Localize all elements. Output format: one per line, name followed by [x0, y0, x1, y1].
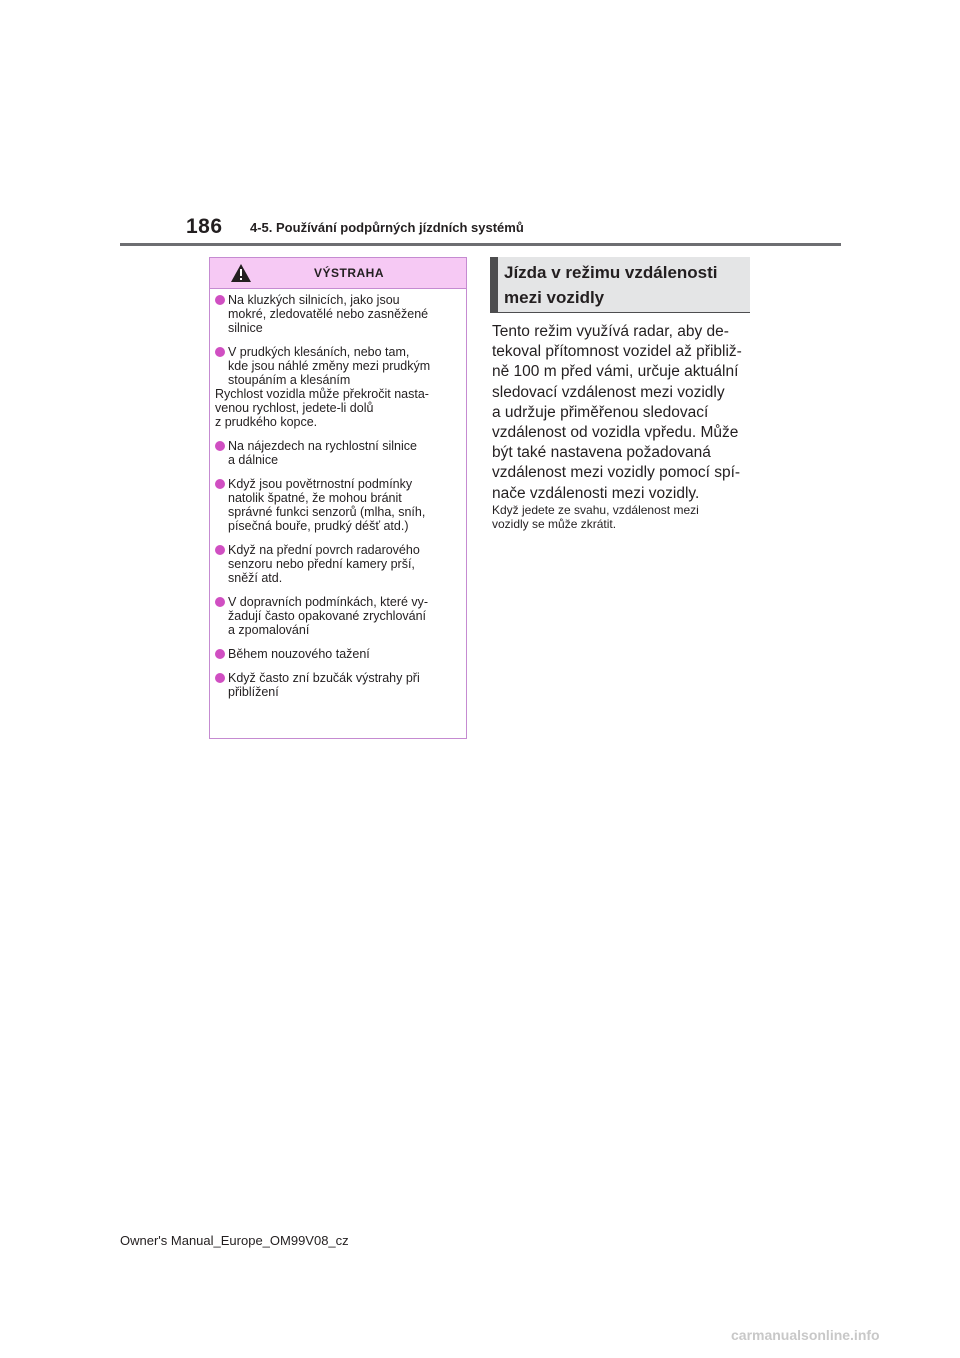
footer-manual-id: Owner's Manual_Europe_OM99V08_cz	[120, 1233, 349, 1248]
watermark: carmanualsonline.info	[731, 1327, 880, 1343]
section-body: Tento režim využívá radar, aby de- tekoval přítomnost vozidel až přibliž- ně 100 m před vámi, určuje aktuální sledovací vzdálenost mezi vozidly a udržuje přiměřenou sledovací vzdálenost od vozidla vpředu. Může být také nastavena požadovaná vzdálenost mezi vozidly pomocí spí- nače vzdálenosti mezi vozidly.	[492, 323, 742, 502]
warning-item	[215, 345, 460, 429]
warning-item-text: V dopravních podmínkách, které vy- žadují často opakované zrychlování a zpomalování	[228, 595, 429, 637]
warning-item-text: Když často zní bzučák výstrahy při přiblížení	[228, 671, 420, 699]
bullet-icon	[215, 347, 225, 357]
warning-item	[215, 543, 460, 585]
header-divider	[120, 243, 841, 246]
page-number: 186	[186, 215, 223, 238]
section-note: Když jedete ze svahu, vzdálenost mezi vozidly se může zkrátit.	[492, 503, 699, 531]
bullet-icon	[215, 673, 225, 683]
bullet-icon	[215, 597, 225, 607]
bullet-icon	[215, 545, 225, 555]
warning-item-text: Když jsou povětrnostní podmínky natolik špatné, že mohou bránit správné funkci senzorů (mlha, sníh, písečná bouře, prudký déšť atd.)	[228, 477, 426, 533]
warning-item	[215, 439, 460, 467]
warning-item-text: Na nájezdech na rychlostní silnice a dálnice	[228, 439, 417, 467]
section-heading-box	[490, 257, 750, 313]
warning-header	[210, 258, 466, 289]
warning-item	[215, 647, 460, 661]
warning-title: VÝSTRAHA	[313, 266, 384, 280]
warning-box	[209, 257, 467, 739]
warning-triangle-icon	[230, 263, 252, 283]
warning-item-text: Když na přední povrch radarového senzoru nebo přední kamery prší, sněží atd.	[228, 543, 420, 585]
warning-item-text: Během nouzového tažení	[228, 647, 370, 661]
bullet-icon	[215, 441, 225, 451]
warning-item	[215, 671, 460, 699]
section-title: 4-5. Používání podpůrných jízdních systémů	[250, 220, 524, 235]
warning-item	[215, 293, 460, 335]
warning-list	[210, 289, 466, 699]
bullet-icon	[215, 295, 225, 305]
warning-item-text: Na kluzkých silnicích, jako jsou mokré, zledovatělé nebo zasněžené silnice	[228, 293, 429, 335]
bullet-icon	[215, 649, 225, 659]
warning-item-text: V prudkých klesáních, nebo tam, kde jsou náhlé změny mezi prudkým stoupáním a klesáním	[228, 345, 431, 387]
section-heading: Jízda v režimu vzdálenosti mezi vozidly	[504, 263, 718, 307]
warning-item	[215, 595, 460, 637]
warning-note: Rychlost vozidla může překročit nasta- venou rychlost, jedete-li dolů z prudkého kopce.	[215, 387, 429, 429]
bullet-icon	[215, 479, 225, 489]
warning-item	[215, 477, 460, 533]
